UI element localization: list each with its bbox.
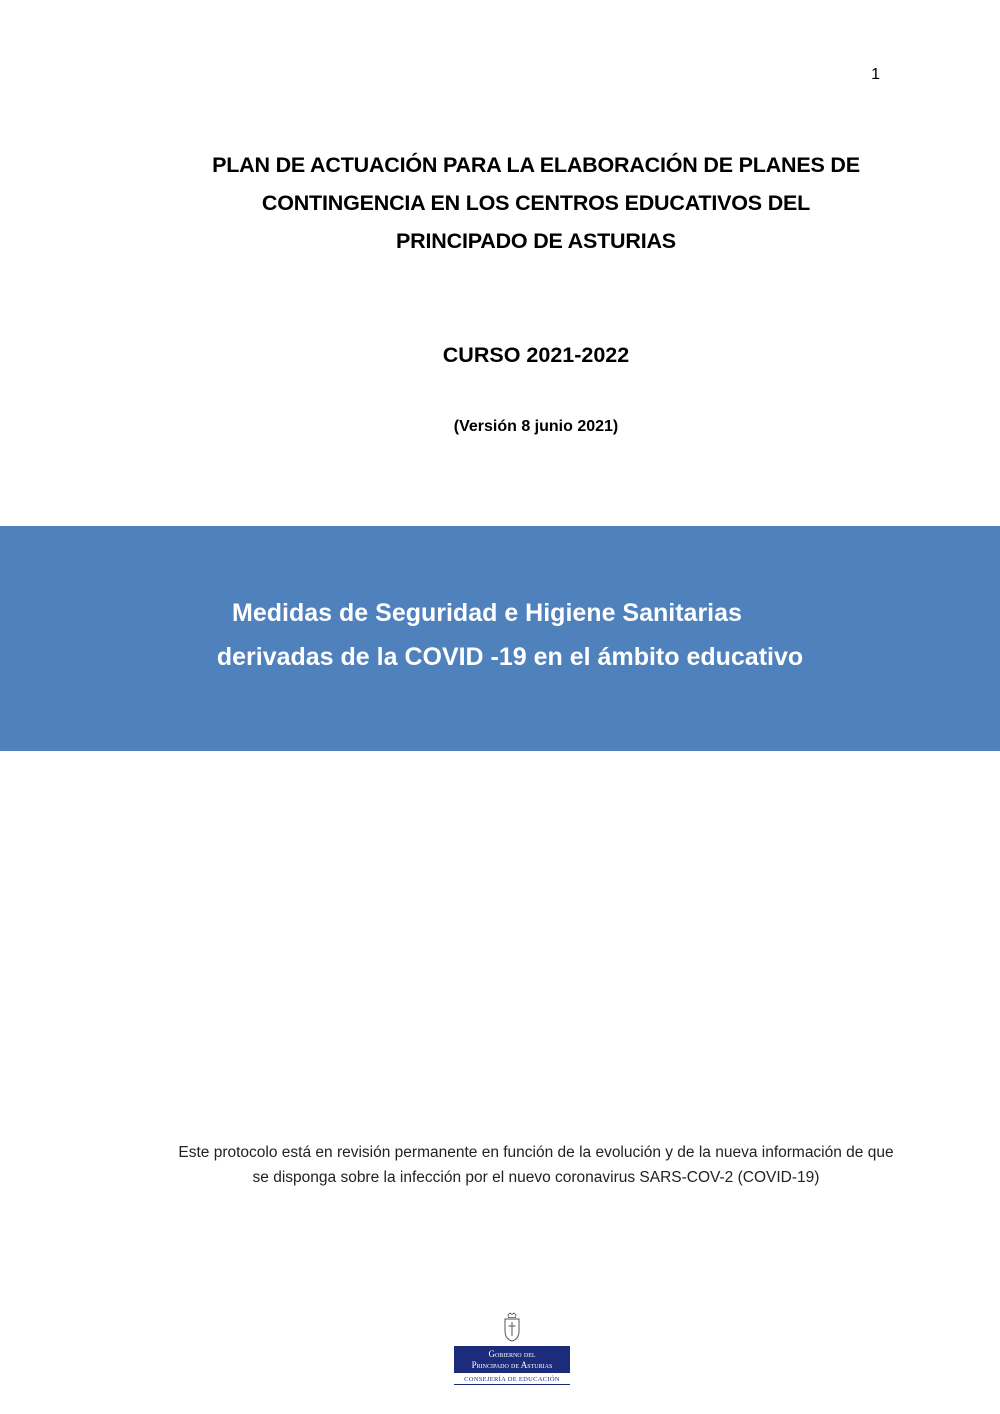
document-title (120, 146, 952, 260)
document-title-line-2: CONTINGENCIA EN LOS CENTROS EDUCATIVOS DEL (261, 191, 811, 215)
page-number: 1 (871, 66, 880, 83)
asturias-shield-icon (502, 1312, 522, 1342)
course-label: CURSO 2021-2022 (442, 343, 630, 367)
version-label: (Versión 8 junio 2021) (453, 418, 619, 435)
government-logo (452, 1312, 572, 1392)
revision-note (120, 1140, 952, 1190)
banner-heading-line-1: Medidas de Seguridad e Higiene Sanitarias (232, 599, 742, 627)
banner-heading (110, 591, 910, 679)
logo-line-1: Gobierno del (488, 1349, 536, 1359)
banner-heading-line-2: derivadas de la COVID -19 en el ámbito educativo (216, 643, 804, 671)
logo-name-box (454, 1346, 570, 1373)
document-title-line-3: PRINCIPADO DE ASTURIAS (396, 229, 676, 253)
logo-department: CONSEJERÍA DE EDUCACIÓN (454, 1375, 570, 1385)
revision-note-line-1: Este protocolo está en revisión permanente en función de la evolución y de la nueva información de que (178, 1144, 894, 1161)
document-title-line-1: PLAN DE ACTUACIÓN PARA LA ELABORACIÓN DE PLANES DE (212, 153, 860, 177)
revision-note-line-2: se disponga sobre la infección por el nuevo coronavirus SARS-COV-2 (COVID-19) (252, 1169, 820, 1186)
logo-line-2: Principado de Asturias (471, 1360, 553, 1370)
